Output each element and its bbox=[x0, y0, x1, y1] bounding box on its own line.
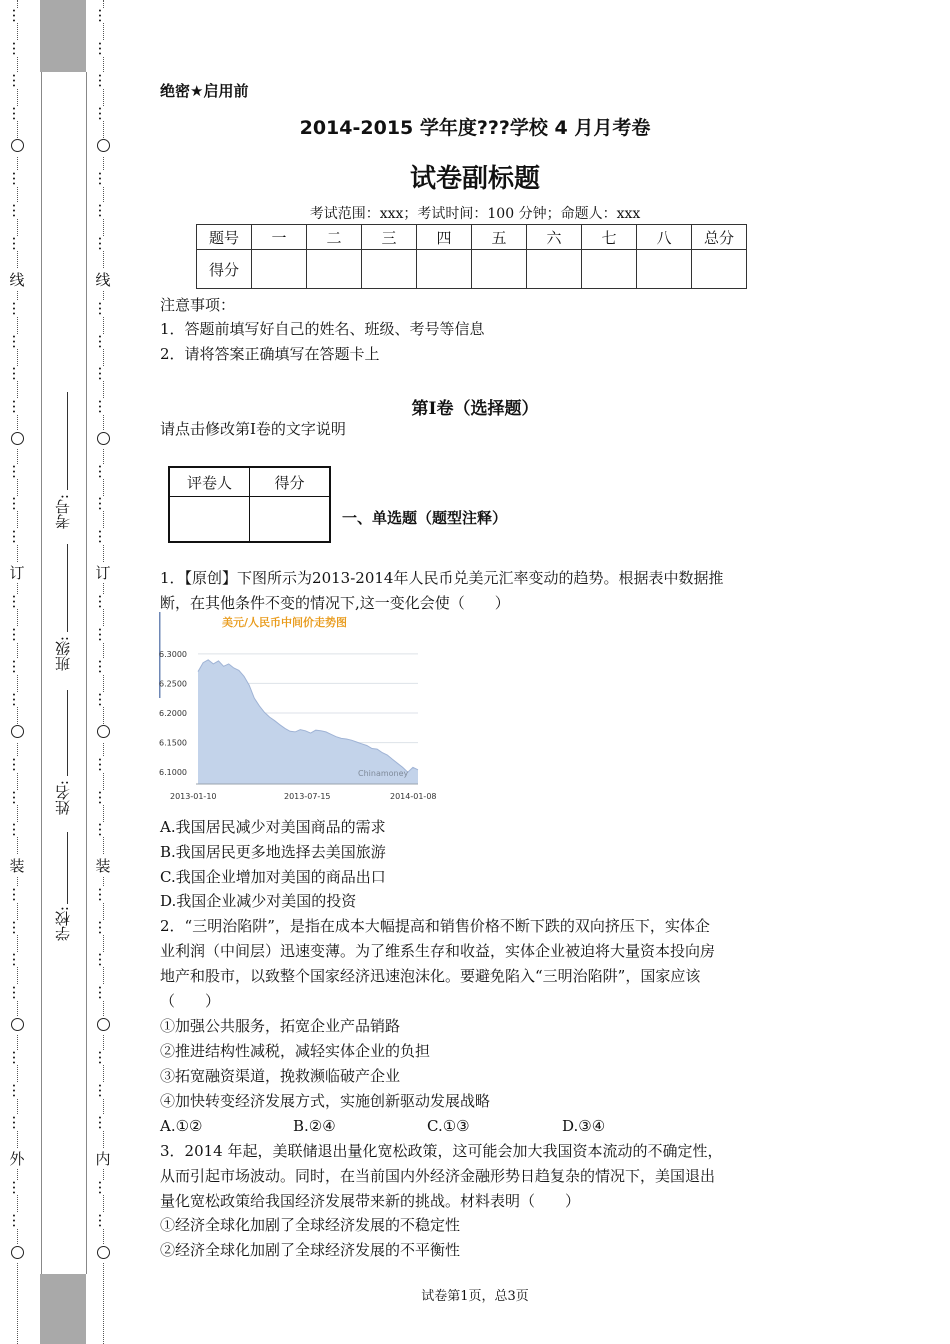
circle-mark bbox=[11, 725, 24, 738]
outer-margin-dots: … bbox=[9, 789, 27, 805]
question-2-option-d: D.③④ bbox=[562, 1117, 606, 1135]
score-cell bbox=[307, 250, 362, 289]
question-1-line-2: 断，在其他条件不变的情况下,这一变化会使（ ） bbox=[160, 594, 510, 612]
outer-margin-dots: … bbox=[9, 822, 27, 838]
circle-icon bbox=[93, 431, 113, 449]
outer-margin-dots: … bbox=[9, 952, 27, 968]
note-item-2: 2．请将答案正确填写在答题卡上 bbox=[160, 345, 380, 363]
outer-margin-char: 线 bbox=[7, 269, 27, 290]
outer-margin-dots: … bbox=[9, 626, 27, 642]
score-col-total: 总分 bbox=[692, 225, 747, 250]
chart-y-tick-label: 6.1500 bbox=[159, 738, 187, 748]
outer-margin-dots: … bbox=[9, 1115, 27, 1131]
score-col-3: 三 bbox=[362, 225, 417, 250]
score-table-header-row bbox=[197, 225, 747, 250]
circle-icon bbox=[7, 1245, 27, 1263]
chart-y-tick-label: 6.2500 bbox=[159, 679, 187, 689]
inner-margin-dots: … bbox=[95, 235, 113, 251]
outer-margin-dots: … bbox=[9, 691, 27, 707]
score-col-4: 四 bbox=[417, 225, 472, 250]
circle-mark bbox=[97, 139, 110, 152]
question-3-item-2: ②经济全球化加剧了全球经济发展的不平衡性 bbox=[160, 1241, 461, 1259]
question-3-item-1: ①经济全球化加剧了全球经济发展的不稳定性 bbox=[160, 1216, 461, 1234]
circle-mark bbox=[11, 1018, 24, 1031]
inner-margin-dots: … bbox=[95, 919, 113, 935]
circle-icon bbox=[7, 1017, 27, 1035]
margin-gray-top bbox=[40, 0, 86, 72]
page-footer: 试卷第1页，总3页 bbox=[421, 1289, 529, 1304]
score-cell bbox=[362, 250, 417, 289]
score-table bbox=[196, 224, 747, 289]
exam-title: 2014-2015 学年度???学校 4 月月考卷 bbox=[299, 117, 651, 139]
score-col-5: 五 bbox=[472, 225, 527, 250]
chart-watermark: Chinamoney bbox=[358, 769, 409, 778]
inner-margin-dots: … bbox=[95, 1180, 113, 1196]
grader-cell bbox=[250, 497, 331, 543]
school-field-line bbox=[67, 832, 68, 904]
circle-icon bbox=[93, 138, 113, 156]
outer-margin-dots: … bbox=[9, 1212, 27, 1228]
outer-margin-dots: … bbox=[9, 984, 27, 1000]
score-col-8: 八 bbox=[637, 225, 692, 250]
class-field-label: 班级: bbox=[54, 636, 72, 672]
score-cell bbox=[417, 250, 472, 289]
score-cell bbox=[637, 250, 692, 289]
class-field-line bbox=[67, 544, 68, 632]
chart-x-ticks bbox=[170, 792, 437, 801]
chart-y-ticks bbox=[159, 650, 187, 777]
circle-icon bbox=[93, 724, 113, 742]
circle-mark bbox=[97, 725, 110, 738]
circle-mark bbox=[11, 139, 24, 152]
chart-y-tick-label: 6.3000 bbox=[159, 649, 187, 659]
outer-margin-dots: … bbox=[9, 301, 27, 317]
outer-margin-dots: … bbox=[9, 333, 27, 349]
question-2-option-b: B.②④ bbox=[293, 1117, 336, 1135]
school-field-label: 学校: bbox=[54, 906, 72, 942]
note-item-1: 1．答题前填写好自己的姓名、班级、考号等信息 bbox=[160, 320, 485, 338]
exam-info: 考试范围：xxx；考试时间：100 分钟；命题人：xxx bbox=[309, 206, 641, 222]
chart-title: 美元/人民币中间价走势图 bbox=[222, 616, 348, 629]
score-cell bbox=[252, 250, 307, 289]
inner-margin-char: 订 bbox=[93, 562, 113, 583]
inner-margin-char: 内 bbox=[93, 1148, 113, 1169]
circle-mark bbox=[11, 1246, 24, 1259]
inner-margin-dots: … bbox=[95, 1115, 113, 1131]
inner-margin-dots: … bbox=[95, 984, 113, 1000]
score-table-score-row bbox=[197, 250, 747, 289]
question-1-option-c: C.我国企业增加对美国的商品出口 bbox=[160, 868, 386, 886]
chart-area-series bbox=[198, 660, 418, 784]
inner-margin-char: 线 bbox=[93, 269, 113, 290]
score-col-1: 一 bbox=[252, 225, 307, 250]
score-cell bbox=[692, 250, 747, 289]
question-2-line-4: （ ） bbox=[160, 992, 221, 1010]
inner-margin-dots: … bbox=[95, 301, 113, 317]
outer-margin-dots: … bbox=[9, 170, 27, 186]
score-col-7: 七 bbox=[582, 225, 637, 250]
inner-margin-dots: … bbox=[95, 626, 113, 642]
inner-margin-dots: … bbox=[95, 789, 113, 805]
outer-margin-dots: … bbox=[9, 919, 27, 935]
confidential-label: 绝密★启用前 bbox=[160, 82, 249, 100]
id-field-label: 考号: bbox=[54, 494, 72, 530]
outer-margin-dots: … bbox=[9, 463, 27, 479]
question-3-line-1: 3．2014 年起，美联储退出量化宽松政策，这可能会加大我国资本流动的不确定性， bbox=[160, 1142, 723, 1160]
inner-margin-dots: … bbox=[95, 170, 113, 186]
inner-margin-dots: … bbox=[95, 952, 113, 968]
score-cell bbox=[582, 250, 637, 289]
inner-margin-dots: … bbox=[95, 822, 113, 838]
chart-y-tick-label: 6.1000 bbox=[159, 768, 187, 778]
circle-icon bbox=[93, 1017, 113, 1035]
circle-mark bbox=[97, 1018, 110, 1031]
outer-margin-dots: … bbox=[9, 398, 27, 414]
inner-margin-char: 装 bbox=[93, 855, 113, 876]
outer-margin-dots: … bbox=[9, 366, 27, 382]
chart-x-tick-label: 2013-07-15 bbox=[284, 792, 331, 801]
question-1-option-a: A.我国居民减少对美国商品的需求 bbox=[160, 818, 386, 836]
inner-margin-dots: … bbox=[95, 8, 113, 23]
student-info-strip bbox=[41, 72, 87, 1274]
question-2-line-3: 地产和股市，以致整个国家经济迅速泡沫化。要避免陷入“三明治陷阱”，国家应该 bbox=[160, 967, 701, 985]
outer-margin-dots: … bbox=[9, 1050, 27, 1066]
outer-margin-dots: … bbox=[9, 105, 27, 121]
question-2-item-4: ④加快转变经济发展方式，实施创新驱动发展战略 bbox=[160, 1092, 491, 1110]
grader-cell bbox=[169, 497, 250, 543]
question-2-item-1: ①加强公共服务，拓宽企业产品销路 bbox=[160, 1017, 401, 1035]
chart-x-tick-label: 2013-01-10 bbox=[170, 792, 217, 801]
inner-margin-dots: … bbox=[95, 496, 113, 512]
inner-margin-dots: … bbox=[95, 659, 113, 675]
inner-margin-dots: … bbox=[95, 463, 113, 479]
inner-margin-dots: … bbox=[95, 887, 113, 903]
circle-mark bbox=[11, 432, 24, 445]
inner-margin-dots: … bbox=[95, 203, 113, 219]
inner-margin-dots: … bbox=[95, 1050, 113, 1066]
name-field-line bbox=[67, 690, 68, 776]
inner-margin-dots: … bbox=[95, 691, 113, 707]
score-col-6: 六 bbox=[527, 225, 582, 250]
outer-margin-dots: … bbox=[9, 1180, 27, 1196]
grader-blank-row bbox=[169, 497, 330, 543]
chart-x-tick-label: 2014-01-08 bbox=[390, 792, 437, 801]
inner-margin-dots: … bbox=[95, 40, 113, 56]
inner-margin-dots: … bbox=[95, 756, 113, 772]
outer-margin-dots: … bbox=[9, 659, 27, 675]
question-2-line-1: 2．“三明治陷阱”，是指在成本大幅提高和销售价格不断下跌的双向挤压下，实体企 bbox=[160, 917, 710, 935]
question-2-item-2: ②推进结构性减税，减轻实体企业的负担 bbox=[160, 1042, 431, 1060]
inner-margin-dots: … bbox=[95, 366, 113, 382]
outer-margin-dots: … bbox=[9, 73, 27, 89]
inner-margin-dots: … bbox=[95, 1212, 113, 1228]
outer-margin-char: 订 bbox=[7, 562, 27, 583]
circle-icon bbox=[7, 138, 27, 156]
circle-icon bbox=[93, 1245, 113, 1263]
chart-y-tick-label: 6.2000 bbox=[159, 709, 187, 718]
grader-col-score: 得分 bbox=[250, 467, 331, 497]
inner-margin-dots: … bbox=[95, 73, 113, 89]
score-col-label: 题号 bbox=[197, 225, 252, 250]
outer-margin-dots: … bbox=[9, 203, 27, 219]
part-title: 一、单选题（题型注释） bbox=[342, 509, 508, 527]
exchange-rate-chart bbox=[156, 612, 446, 804]
question-1-option-b: B.我国居民更多地选择去美国旅游 bbox=[160, 843, 386, 861]
score-cell bbox=[472, 250, 527, 289]
outer-margin-dots: … bbox=[9, 235, 27, 251]
outer-margin-dots: … bbox=[9, 496, 27, 512]
outer-margin-dots: … bbox=[9, 1082, 27, 1098]
score-col-2: 二 bbox=[307, 225, 362, 250]
inner-margin-dots: … bbox=[95, 105, 113, 121]
circle-icon bbox=[7, 724, 27, 742]
outer-margin-dots: … bbox=[9, 529, 27, 545]
circle-icon bbox=[7, 431, 27, 449]
outer-margin-char: 外 bbox=[7, 1148, 27, 1169]
inner-margin-dots: … bbox=[95, 594, 113, 610]
section-description: 请点击修改第Ⅰ卷的文字说明 bbox=[160, 420, 346, 438]
grader-table bbox=[168, 466, 331, 543]
question-2-line-2: 业利润（中间层）迅速变薄。为了维系生存和收益，实体企业被迫将大量资本投向房 bbox=[160, 942, 716, 960]
question-1-line-1: 1．【原创】下图所示为2013-2014年人民币兑美元汇率变动的趋势。根据表中数据推 bbox=[160, 569, 724, 587]
score-row-label: 得分 bbox=[197, 250, 252, 289]
grader-col-reviewer: 评卷人 bbox=[169, 467, 250, 497]
score-cell bbox=[527, 250, 582, 289]
outer-margin-dots: … bbox=[9, 887, 27, 903]
question-3-line-3: 量化宽松政策给我国经济发展带来新的挑战。材料表明（ ） bbox=[160, 1192, 581, 1210]
circle-mark bbox=[97, 432, 110, 445]
section-title: 第Ⅰ卷（选择题） bbox=[411, 399, 539, 419]
circle-mark bbox=[97, 1246, 110, 1259]
inner-margin-dots: … bbox=[95, 529, 113, 545]
question-2-option-a: A.①② bbox=[160, 1117, 203, 1135]
outer-margin-char: 装 bbox=[7, 855, 27, 876]
notes-title: 注意事项： bbox=[160, 296, 236, 314]
outer-margin-dots: … bbox=[9, 756, 27, 772]
inner-margin-dots: … bbox=[95, 1082, 113, 1098]
outer-margin-dots: … bbox=[9, 40, 27, 56]
question-2-option-c: C.①③ bbox=[427, 1117, 470, 1135]
name-field-label: 姓名: bbox=[54, 780, 72, 816]
outer-margin-dots: … bbox=[9, 594, 27, 610]
grader-header-row bbox=[169, 467, 330, 497]
question-1-option-d: D.我国企业减少对美国的投资 bbox=[160, 892, 357, 910]
inner-margin-dots: … bbox=[95, 398, 113, 414]
inner-margin-dots: … bbox=[95, 333, 113, 349]
exam-subtitle: 试卷副标题 bbox=[409, 164, 540, 194]
outer-margin-dots: … bbox=[9, 8, 27, 23]
question-2-item-3: ③拓宽融资渠道，挽救濒临破产企业 bbox=[160, 1067, 401, 1085]
question-3-line-2: 从而引起市场波动。同时，在当前国内外经济金融形势日趋复杂的情况下，美国退出 bbox=[160, 1167, 716, 1185]
